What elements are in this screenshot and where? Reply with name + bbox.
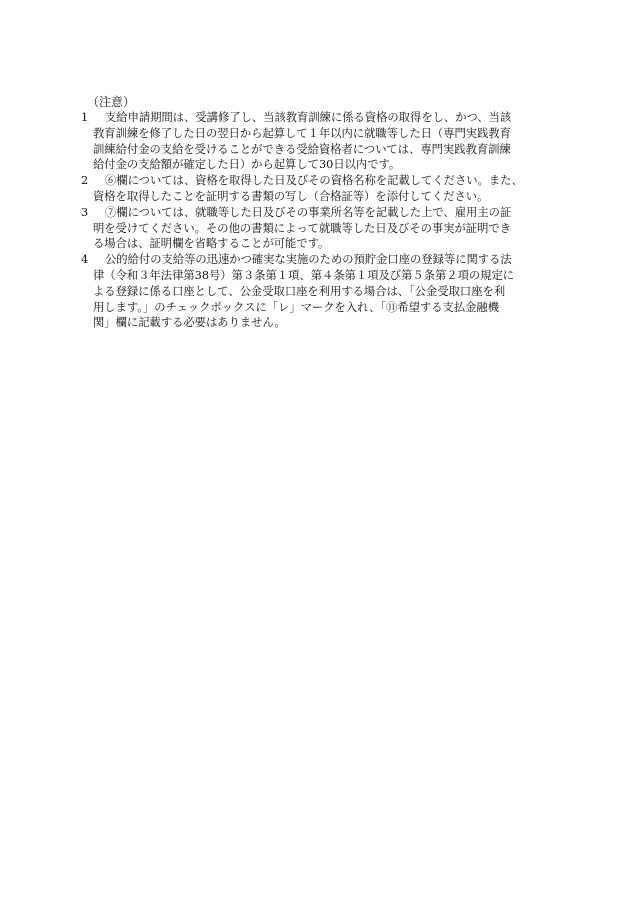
note-line: ⑥欄については、資格を取得した日及びその資格名称を記載してください。また、 (105, 174, 523, 188)
note-line: よる登録に係る口座として、公金受取口座を利用する場合は、「公金受取口座を利 (93, 284, 506, 298)
note-line: 訓練給付金の支給を受けることができる受給資格者については、専門実践教育訓練 (93, 142, 511, 156)
note-item-2 (81, 173, 551, 205)
note-text (93, 205, 551, 252)
note-text (93, 252, 551, 331)
note-item-3 (81, 205, 551, 252)
note-line: 支給申請期間は、受講修了し、当該教育訓練に係る資格の取得をし、かつ、当該 (105, 111, 512, 124)
note-line: 明を受けてください。その他の書類によって就職等した日及びその事実が証明でき (93, 221, 511, 235)
note-line: 資格を取得したことを証明する書類の写し（合格証等）を添付してください。 (93, 189, 489, 203)
note-number: 1 (81, 111, 89, 124)
notes-section (81, 94, 551, 331)
note-line: 教育訓練を修了した日の翌日から起算して１年以内に就職等した日（専門実践教育 (93, 126, 511, 140)
note-item-1 (81, 110, 551, 173)
notes-list (81, 110, 551, 331)
note-line: 用します。」のチェックボックスに「レ」マークを入れ、「⑪希望する支払金融機 (93, 300, 500, 314)
note-item-4 (81, 252, 551, 331)
note-number: 3 (81, 205, 89, 219)
note-line: ⑦欄については、就職等した日及びその事業所名等を記載した上で、雇用主の証 (105, 205, 512, 219)
note-text (93, 110, 551, 173)
note-line: 律（令和３年法律第38号）第３条第１項、第４条第１項及び第５条第２項の規定に (93, 268, 515, 282)
note-line: 関」欄に記載する必要はありません。 (93, 316, 286, 330)
notes-title: （注意） (87, 95, 136, 109)
note-line: る場合は、証明欄を省略することが可能です。 (93, 237, 330, 251)
note-text (93, 173, 551, 205)
note-number: 4 (81, 253, 89, 267)
note-line: 公的給付の支給等の迅速かつ確実な実施のための預貯金口座の登録等に関する法 (105, 253, 512, 267)
note-number: 2 (81, 174, 89, 188)
note-line: 給付金の支給額が確定した日）から起算して30日以内です。 (93, 158, 401, 172)
